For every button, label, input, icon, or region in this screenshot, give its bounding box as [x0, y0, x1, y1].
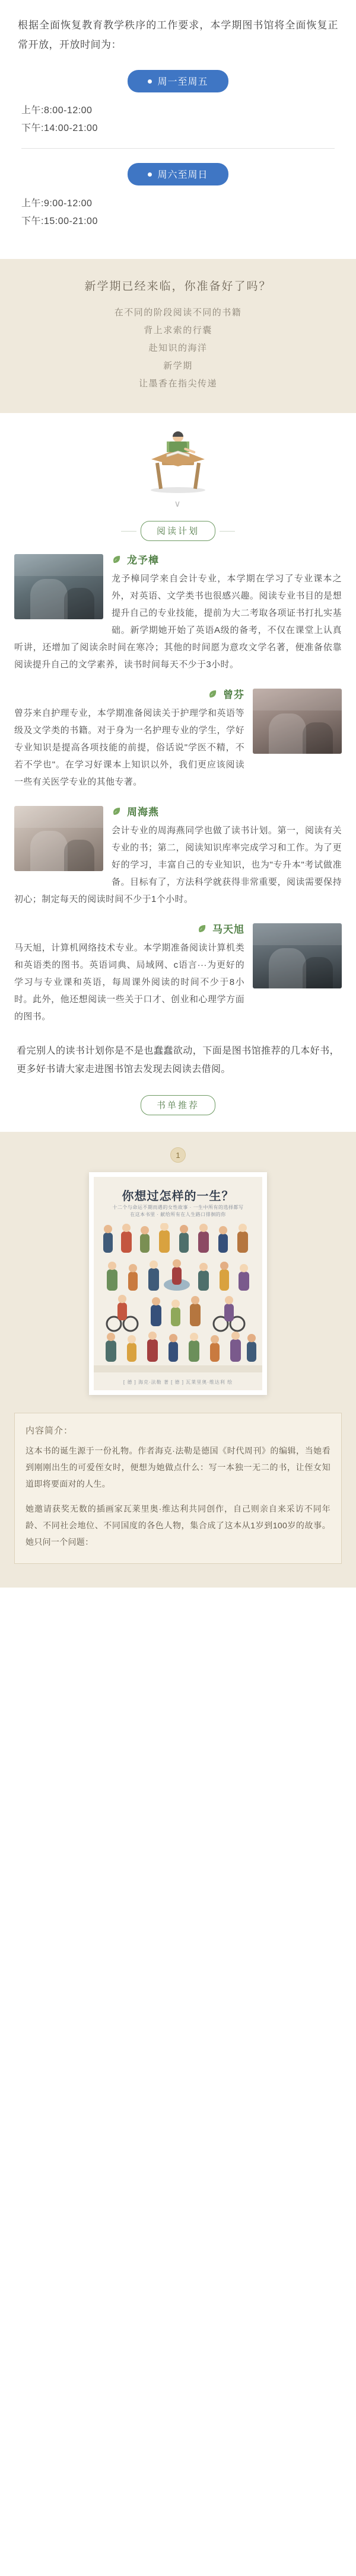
person-block: [14, 686, 342, 791]
person-photo: [253, 689, 342, 754]
hours-block-weekend: [18, 163, 338, 241]
book-cover-artwork: [94, 1223, 262, 1372]
reading-person-illustration: [134, 424, 223, 495]
dot-icon: [148, 79, 152, 84]
person-header: [112, 804, 342, 818]
weekend-times: [21, 195, 335, 241]
photo-shape: [303, 722, 333, 754]
person-text: 曾芬来自护理专业，本学期准备阅读关于护理学和英语等级及文学类的书籍。对于身为一名护理专业的学生，学好专业知识是提高各项技能的前提，俗话说"学医不精，不若不学也"。在学习好课本上知识以外，我们更应该阅读一些有关医学专业的其他专著。: [14, 708, 244, 787]
illustration-section: [0, 413, 356, 519]
poem-title: 新学期已经来临，你准备好了吗？: [84, 280, 272, 293]
person-photo: [253, 923, 342, 988]
poem-line: 背上求索的行囊: [144, 325, 212, 335]
person-photo: [14, 554, 103, 619]
person-name: 马天旭: [212, 924, 244, 935]
person-text: 龙予樟同学来自会计专业，本学期在学习了专业课本之外，对英语、文学类书也很感兴趣。阅读专业书目的是想提升自己的专业技能，提前为大二考取各项证书打扎实基础。新学期她开始了英语A级的备考，不仅在课堂上认真听讲，还增加了阅读余时间在寒冷；其他的时间愿为意攻文学名著，便准备依靠阅读提升自己的文学素养，读书时间每天不少于3小时。: [14, 574, 342, 670]
library-hours-section: [0, 0, 356, 259]
synopsis-title: 内容简介：: [26, 1426, 74, 1436]
weekday-times: [21, 102, 335, 149]
dot-icon: [148, 172, 152, 177]
weekend-pill-wrap: [18, 163, 338, 185]
book-cover-subtitle: 十二个与命运不期而遇的女性故事 · 一生中所有的选择都写在这本书里 · 献给所有在人生路口徘徊的你: [112, 1205, 244, 1217]
synopsis-paragraph: 这本书的诞生源于一份礼物。作者海克·法勒是德国《时代周刊》的编辑，当她看到刚刚出生的可爱侄女时，便想为她做点什么：写一本独一无二的书，让侄女知道即将要面对的人生。: [26, 1446, 330, 1489]
photo-shape: [269, 713, 306, 754]
person-block: [14, 921, 342, 1025]
book-recommendation-section: [0, 1132, 356, 1588]
person-block: [14, 552, 342, 673]
person-header: [14, 686, 244, 701]
photo-shape: [253, 689, 342, 711]
person-text: 马天旭，计算机网络技术专业。本学期准备阅读计算机类和英语类的图书。英语词典、局域网、c语言···为更好的学习与专业课和英语，每周课外阅读的时间不少于8小时。此外，他还想阅读一些关于口才、创业和心理学方面的图书。: [14, 943, 244, 1022]
time-row: 下午:14:00-21:00: [21, 123, 98, 133]
poem-line: 让墨香在指尖传递: [138, 379, 217, 389]
person-header: [112, 552, 342, 567]
leaf-icon: [197, 924, 206, 933]
leaf-icon: [112, 807, 121, 816]
photo-shape: [303, 957, 333, 988]
photo-shape: [30, 579, 68, 619]
closing-paragraph: 看完别人的读书计划你是不是也蠢蠢欲动，下面是图书馆推荐的几本好书，更多好书请大家走进图书馆去发现去阅读去借阅。: [0, 1038, 356, 1094]
photo-shape: [253, 923, 342, 945]
book-cover-footer: [ 德 ] 海克·法勒 著 [ 德 ] 瓦莱里奥·维达利 绘: [123, 1380, 233, 1385]
poem-line: 在不同的阶段阅读不同的书籍: [114, 308, 242, 318]
photo-shape: [269, 948, 306, 988]
person-name: 曾芬: [223, 689, 244, 700]
chevron-down-icon: ∨: [174, 499, 182, 509]
time-row: 上午:9:00-12:00: [21, 199, 93, 209]
photo-shape: [30, 831, 68, 871]
photo-shape: [14, 554, 103, 576]
reading-illustration-svg: [134, 424, 223, 495]
person-block: [14, 804, 342, 908]
weekday-label: 周一至周五: [157, 77, 208, 87]
person-text: 会计专业的周海燕同学也做了读书计划。第一，阅读有关专业的书；第二，阅读知识库率完成学习和工作。为了更好的学习，丰富自己的专业知识，也为"专升本"考试做准备。目标有了，方法科学就获得非常重要，阅读需要保持初心；制定每天的阅读时间不少于1个小时。: [14, 825, 342, 904]
poem-line: 赴知识的海洋: [148, 343, 208, 353]
person-name: 周海燕: [127, 807, 159, 818]
book-cover: [94, 1177, 262, 1390]
book-cover-title: 你想过怎样的一生？: [122, 1190, 234, 1203]
photo-shape: [14, 806, 103, 828]
time-row: 上午:8:00-12:00: [21, 105, 93, 116]
synopsis-paragraph: 她邀请获奖无数的插画家瓦莱里奥·维达利共同创作，自己则亲自来采访不同年龄、不同社会地位、不同国度的各色人物，集合成了这本从1岁到100岁的故事。她只问一个问题：: [26, 1504, 330, 1547]
book-number-badge: 1: [170, 1147, 186, 1163]
recommend-heading: 书单推荐: [141, 1095, 215, 1115]
book-synopsis-box: [14, 1413, 342, 1564]
leaf-icon: [208, 689, 217, 699]
poem-line: 新学期: [163, 361, 193, 371]
time-row: 下午:15:00-21:00: [21, 216, 98, 226]
book-cover-card[interactable]: [89, 1172, 267, 1395]
person-photo: [14, 806, 103, 871]
weekend-label: 周六至周日: [157, 170, 208, 180]
photo-shape: [64, 588, 94, 619]
poem-banner: [0, 259, 356, 413]
book-cover-art-svg: [94, 1223, 262, 1372]
intro-paragraph: 根据全面恢复教育教学秩序的工作要求，本学期图书馆将全面恢复正常开放，开放时间为：: [18, 20, 338, 50]
persons-section: [0, 552, 356, 1025]
person-name: 龙予樟: [127, 555, 159, 566]
weekend-label-pill: [128, 163, 228, 185]
photo-shape: [64, 840, 94, 871]
reading-plan-heading: 阅读计划: [141, 521, 215, 541]
leaf-icon: [112, 555, 121, 564]
hours-block-weekday: [18, 70, 338, 149]
weekday-pill-wrap: [18, 70, 338, 92]
weekday-label-pill: [128, 70, 228, 92]
recommend-heading-wrap: [0, 1094, 356, 1132]
reading-plan-heading-wrap: [0, 519, 356, 552]
person-header: [14, 921, 244, 936]
